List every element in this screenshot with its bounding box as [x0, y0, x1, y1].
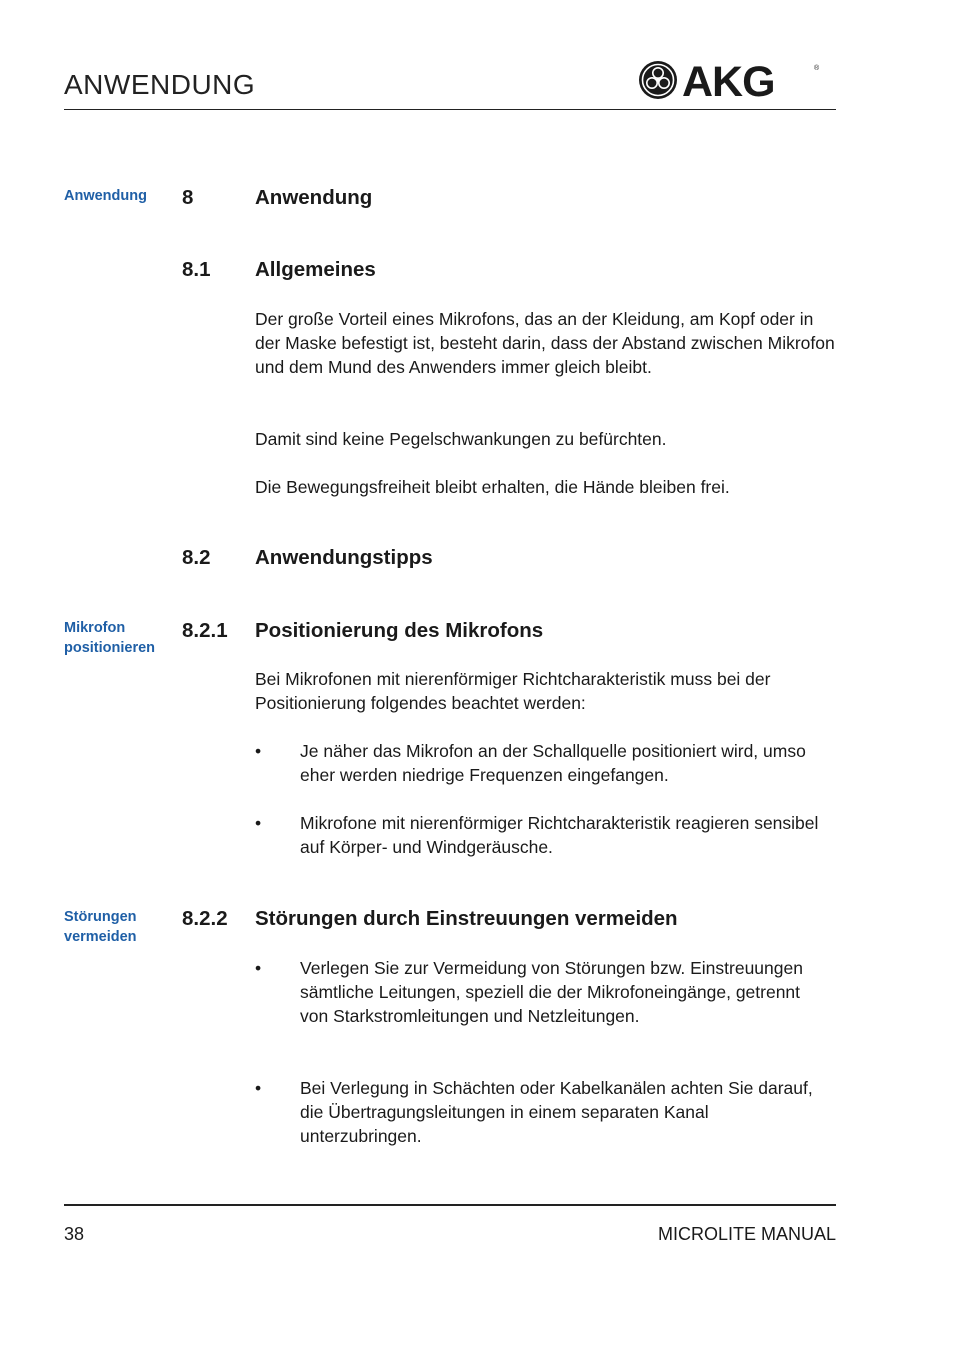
section-8-2-1-title: Positionierung des Mikrofons	[255, 619, 544, 642]
section-8-1-number: 8.1	[182, 258, 211, 281]
section-8-2-number: 8.2	[182, 546, 211, 569]
list-item: Bei Verlegung in Schächten oder Kabelkanälen achten Sie darauf, die Übertragungsleitungen in einem separaten Kanal unterzubringen.	[300, 1078, 813, 1146]
paragraph: Die Bewegungsfreiheit bleibt erhalten, die Hände bleiben frei.	[255, 477, 730, 497]
list-item: Verlegen Sie zur Vermeidung von Störungen bzw. Einstreuungen sämtliche Leitungen, speziell die der Mikrofoneingänge, getrennt von Starkstromleitungen und Netzleitungen.	[300, 958, 803, 1026]
section-8-1-title: Allgemeines	[255, 258, 376, 281]
margin-note-mikrofon-positionieren: Mikrofon positionieren	[64, 620, 156, 656]
bullet-icon: •	[255, 958, 262, 978]
svg-text:®: ®	[814, 65, 820, 72]
manual-title: MICROLITE MANUAL	[657, 1224, 836, 1244]
bullet-icon: •	[255, 741, 262, 761]
section-8-number: 8	[182, 186, 194, 209]
akg-emblem-icon	[639, 61, 677, 99]
paragraph: Der große Vorteil eines Mikrofons, das an der Kleidung, am Kopf oder in der Maske befestigt ist, besteht darin, dass der Abstand zwischen Mikrofon und dem Mund des Anwenders immer gleich bleibt.	[255, 309, 835, 377]
akg-logo-text: AKG	[682, 58, 775, 102]
bullet-icon: •	[255, 813, 262, 833]
section-8-2-title: Anwendungstipps	[255, 546, 433, 569]
section-8-2-2-number: 8.2.2	[182, 907, 228, 930]
bullet-icon: •	[255, 1078, 262, 1098]
header-rule	[64, 109, 836, 110]
list-item: Je näher das Mikrofon an der Schallquelle positioniert wird, umso eher werden niedrige Frequenzen eingefangen.	[300, 741, 806, 785]
section-8-title: Anwendung	[255, 186, 373, 209]
footer-rule	[64, 1204, 836, 1206]
list-item: Mikrofone mit nierenförmiger Richtcharakteristik reagieren sensibel auf Körper- und Windgeräusche.	[300, 813, 819, 857]
akg-logo	[638, 58, 820, 102]
margin-note-stoerungen-vermeiden: Störungen vermeiden	[64, 909, 137, 945]
paragraph: Bei Mikrofonen mit nierenförmiger Richtcharakteristik muss bei der Positionierung folgendes beachtet werden:	[255, 669, 771, 713]
section-8-2-2-title: Störungen durch Einstreuungen vermeiden	[255, 907, 678, 930]
section-8-2-1-number: 8.2.1	[182, 619, 228, 642]
page-number: 38	[64, 1224, 85, 1244]
page-header-title: ANWENDUNG	[64, 69, 256, 100]
paragraph: Damit sind keine Pegelschwankungen zu befürchten.	[255, 429, 667, 449]
margin-note-anwendung: Anwendung	[64, 188, 147, 204]
